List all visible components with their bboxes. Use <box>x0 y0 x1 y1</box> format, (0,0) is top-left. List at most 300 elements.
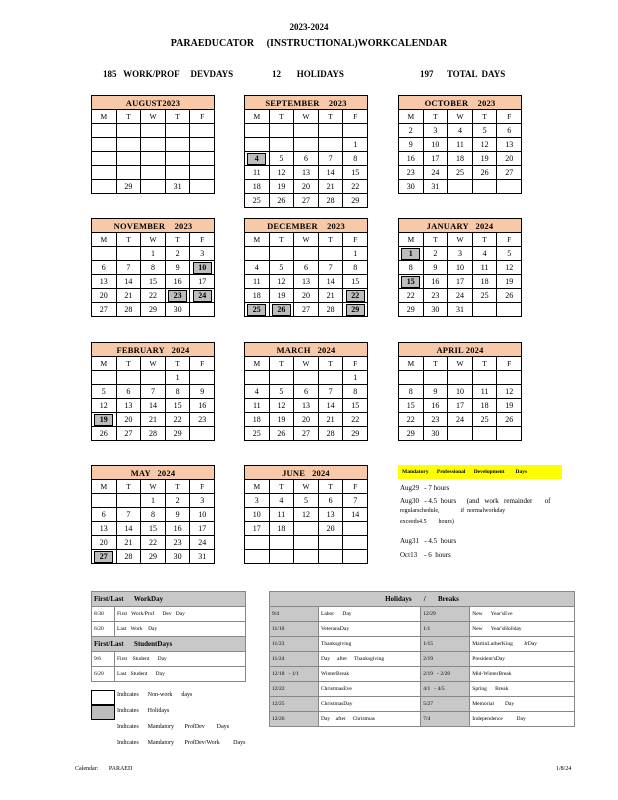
day-cell <box>116 494 141 508</box>
day-cell <box>448 180 473 194</box>
day-cell <box>448 371 473 385</box>
day-cell: 10 <box>245 508 270 522</box>
weekday-header: F <box>190 480 215 494</box>
day-cell: 22 <box>343 413 368 427</box>
day-cell <box>141 371 166 385</box>
day-cell <box>190 124 215 138</box>
weekday-header: T <box>165 480 190 494</box>
holiday-day-marker: 26 <box>272 304 291 316</box>
day-cell <box>141 166 166 180</box>
holiday-date: 12/26 <box>270 712 319 727</box>
day-cell <box>294 550 319 564</box>
day-cell <box>141 180 166 194</box>
holiday-date: 12/29 <box>421 607 470 622</box>
day-cell: 5 <box>92 385 117 399</box>
day-cell: 4 <box>448 124 473 138</box>
day-cell <box>92 494 117 508</box>
day-cell: 20 <box>318 522 343 536</box>
day-cell: 14 <box>141 399 166 413</box>
day-cell <box>472 180 497 194</box>
day-cell <box>399 275 424 289</box>
first-last-table <box>91 591 246 682</box>
day-cell <box>497 371 522 385</box>
day-cell: 11 <box>472 261 497 275</box>
month-calendar <box>91 465 215 564</box>
day-cell: 25 <box>448 166 473 180</box>
day-cell: 7 <box>343 494 368 508</box>
holiday-day-marker: 25 <box>247 304 266 316</box>
weekday-header: F <box>190 357 215 371</box>
weekday-header: W <box>448 110 473 124</box>
pd-line: Aug29 - 7 hours <box>400 484 450 492</box>
day-cell: 1 <box>165 371 190 385</box>
day-cell: 21 <box>318 413 343 427</box>
day-cell: 14 <box>343 508 368 522</box>
day-cell: 31 <box>423 180 448 194</box>
day-cell: 24 <box>448 289 473 303</box>
day-cell: 28 <box>318 303 343 317</box>
day-cell: 26 <box>472 166 497 180</box>
day-cell: 13 <box>92 275 117 289</box>
day-cell: 13 <box>294 275 319 289</box>
weekday-header: T <box>318 357 343 371</box>
day-cell: 27 <box>294 427 319 441</box>
holiday-date: 2/19 <box>421 652 470 667</box>
day-cell <box>190 138 215 152</box>
month-calendar <box>244 218 368 317</box>
weekday-header: T <box>116 357 141 371</box>
day-cell: 30 <box>423 427 448 441</box>
day-cell: 8 <box>343 261 368 275</box>
day-cell <box>472 303 497 317</box>
day-cell <box>245 550 270 564</box>
day-cell: 9 <box>399 138 424 152</box>
day-cell: 25 <box>245 194 270 208</box>
holiday-date: 7/4 <box>421 712 470 727</box>
weekday-header: T <box>423 110 448 124</box>
day-cell: 17 <box>448 399 473 413</box>
day-cell: 4 <box>269 494 294 508</box>
holiday-date: 11/24 <box>270 652 319 667</box>
weekday-header: M <box>92 357 117 371</box>
day-cell: 11 <box>245 166 270 180</box>
day-cell: 8 <box>399 385 424 399</box>
holiday-name: VeteransDay <box>319 622 421 637</box>
day-cell: 10 <box>190 508 215 522</box>
legend-label: Indicates Mandatory ProfDev/Work Days <box>117 740 246 746</box>
day-cell <box>269 138 294 152</box>
day-cell <box>269 536 294 550</box>
weekday-header: F <box>190 233 215 247</box>
day-cell: 15 <box>343 275 368 289</box>
pd-line: Aug30 - 4.5 hours (and work remainder of <box>400 497 551 505</box>
weekday-header: W <box>141 357 166 371</box>
day-cell: 29 <box>343 194 368 208</box>
holiday-date: 2/19 - 2/20 <box>421 667 470 682</box>
holidays-table <box>269 591 575 727</box>
day-cell: 20 <box>497 152 522 166</box>
day-cell: 17 <box>423 152 448 166</box>
weekday-header: M <box>245 357 270 371</box>
date-cell: 6/20 <box>92 622 115 637</box>
day-cell <box>165 289 190 303</box>
day-cell <box>423 371 448 385</box>
day-cell: 22 <box>141 289 166 303</box>
day-cell: 19 <box>269 289 294 303</box>
day-cell <box>318 138 343 152</box>
day-cell: 27 <box>294 303 319 317</box>
weekday-header: T <box>116 110 141 124</box>
pd-line: regularschedule, if normalworkday <box>400 508 506 514</box>
day-cell: 5 <box>269 261 294 275</box>
day-cell: 3 <box>245 494 270 508</box>
weekday-header: W <box>294 357 319 371</box>
date-cell: 6/20 <box>92 667 115 682</box>
month-title: JUNE 2024 <box>245 466 368 480</box>
holiday-name: New Year'sEve <box>470 607 575 622</box>
day-cell <box>399 371 424 385</box>
month-calendar <box>244 342 368 441</box>
day-cell <box>92 371 117 385</box>
day-cell: 22 <box>399 289 424 303</box>
weekday-header: F <box>497 233 522 247</box>
day-cell <box>343 124 368 138</box>
day-cell: 22 <box>141 536 166 550</box>
day-cell: 21 <box>141 413 166 427</box>
weekday-header: T <box>472 233 497 247</box>
day-cell: 21 <box>116 289 141 303</box>
day-cell <box>343 536 368 550</box>
day-cell <box>92 413 117 427</box>
day-cell: 25 <box>472 413 497 427</box>
day-cell: 30 <box>165 303 190 317</box>
day-cell: 12 <box>269 166 294 180</box>
day-cell <box>165 124 190 138</box>
day-cell: 18 <box>448 152 473 166</box>
day-cell: 19 <box>269 180 294 194</box>
day-cell <box>294 371 319 385</box>
day-cell: 13 <box>92 522 117 536</box>
weekday-header: F <box>190 110 215 124</box>
holiday-date: 11/10 <box>270 622 319 637</box>
day-cell: 30 <box>399 180 424 194</box>
day-cell: 15 <box>141 275 166 289</box>
weekday-header: W <box>294 233 319 247</box>
weekday-header: W <box>141 480 166 494</box>
holiday-name: Memorial Day <box>470 697 575 712</box>
day-cell <box>343 303 368 317</box>
day-cell: 13 <box>116 399 141 413</box>
weekday-header: T <box>472 110 497 124</box>
weekday-header: M <box>245 233 270 247</box>
day-cell <box>343 550 368 564</box>
holiday-date: 12/25 <box>270 697 319 712</box>
day-cell: 18 <box>269 522 294 536</box>
day-cell: 27 <box>92 303 117 317</box>
day-cell <box>92 247 117 261</box>
day-cell: 11 <box>245 399 270 413</box>
date-cell: 8/30 <box>92 607 115 622</box>
weekday-header: W <box>448 357 473 371</box>
day-cell: 9 <box>165 508 190 522</box>
day-cell: 28 <box>318 194 343 208</box>
weekday-header: T <box>318 233 343 247</box>
day-cell: 10 <box>448 385 473 399</box>
day-cell: 8 <box>343 385 368 399</box>
day-cell <box>141 152 166 166</box>
day-cell: 16 <box>423 275 448 289</box>
day-cell: 12 <box>269 275 294 289</box>
day-cell <box>497 427 522 441</box>
legend-label: Indicates Holidays <box>117 708 170 714</box>
day-cell: 20 <box>116 413 141 427</box>
day-cell: 31 <box>165 180 190 194</box>
day-cell: 4 <box>245 261 270 275</box>
holiday-date: 9/4 <box>270 607 319 622</box>
pd-line: exceeds4.5 hours) <box>400 519 454 525</box>
day-cell: 7 <box>318 385 343 399</box>
holiday-day-marker: 15 <box>401 276 420 288</box>
day-cell <box>318 536 343 550</box>
day-cell: 6 <box>92 261 117 275</box>
day-cell: 31 <box>190 550 215 564</box>
label-cell: Last Work Day <box>115 622 246 637</box>
holiday-name: New Year'sHoliday <box>470 622 575 637</box>
day-cell: 26 <box>497 289 522 303</box>
weekday-header: F <box>343 110 368 124</box>
day-cell: 18 <box>472 399 497 413</box>
holiday-day-marker: 27 <box>94 551 113 563</box>
day-cell: 15 <box>343 399 368 413</box>
pd-line: Oct13 - 6 hours <box>400 551 451 559</box>
day-cell: 1 <box>141 247 166 261</box>
day-cell <box>245 124 270 138</box>
day-cell <box>269 371 294 385</box>
day-cell: 1 <box>141 494 166 508</box>
day-cell <box>318 371 343 385</box>
day-cell: 18 <box>245 180 270 194</box>
day-cell <box>318 550 343 564</box>
weekday-header: W <box>294 110 319 124</box>
holiday-day-marker: 24 <box>193 290 212 302</box>
month-calendar <box>398 342 522 441</box>
day-cell: 23 <box>423 289 448 303</box>
day-cell: 17 <box>190 275 215 289</box>
day-cell: 12 <box>497 385 522 399</box>
day-cell: 17 <box>190 522 215 536</box>
day-cell <box>245 303 270 317</box>
holiday-date: 4/1 - 4/5 <box>421 682 470 697</box>
day-cell: 15 <box>343 166 368 180</box>
day-cell <box>294 522 319 536</box>
day-cell <box>92 152 117 166</box>
day-cell <box>165 138 190 152</box>
holidays-stat: 12 HOLIDAYS <box>272 69 344 79</box>
day-cell: 2 <box>423 247 448 261</box>
day-cell <box>245 536 270 550</box>
weekday-header: M <box>92 233 117 247</box>
day-cell: 20 <box>294 413 319 427</box>
month-title: MAY 2024 <box>92 466 215 480</box>
day-cell: 13 <box>294 399 319 413</box>
holiday-name: MartinLutherKing JrDay <box>470 637 575 652</box>
day-cell: 21 <box>318 289 343 303</box>
day-cell: 17 <box>448 275 473 289</box>
day-cell: 24 <box>423 166 448 180</box>
month-title: MARCH 2024 <box>245 343 368 357</box>
weekday-header: T <box>318 480 343 494</box>
day-cell: 12 <box>92 399 117 413</box>
day-cell: 19 <box>497 399 522 413</box>
day-cell <box>472 371 497 385</box>
day-cell: 3 <box>190 494 215 508</box>
day-cell <box>92 124 117 138</box>
day-cell <box>92 180 117 194</box>
weekday-header: T <box>269 357 294 371</box>
day-cell <box>190 180 215 194</box>
day-cell: 28 <box>116 550 141 564</box>
month-title: SEPTEMBER 2023 <box>245 96 368 110</box>
holiday-name: ChristmasDay <box>319 697 421 712</box>
weekday-header: T <box>269 233 294 247</box>
weekday-header: T <box>116 480 141 494</box>
holiday-name: WinterBreak <box>319 667 421 682</box>
day-cell: 6 <box>294 261 319 275</box>
weekday-header: M <box>92 480 117 494</box>
holiday-name: Independence Day <box>470 712 575 727</box>
day-cell: 5 <box>472 124 497 138</box>
day-cell: 7 <box>141 385 166 399</box>
holiday-day-marker: 10 <box>193 262 212 274</box>
weekday-header: T <box>269 110 294 124</box>
holiday-date: 12/22 <box>270 682 319 697</box>
day-cell <box>165 152 190 166</box>
holiday-name: Day after Christmas <box>319 712 421 727</box>
day-cell: 27 <box>294 194 319 208</box>
page-title: PARAEDUCATOR (INSTRUCTIONAL)WORKCALENDAR <box>170 38 448 49</box>
holiday-name: Day after Thanksgiving <box>319 652 421 667</box>
day-cell: 16 <box>165 522 190 536</box>
label-cell: First Student Day <box>115 652 246 667</box>
day-cell: 22 <box>165 413 190 427</box>
day-cell <box>190 289 215 303</box>
holiday-date: 12/18 - 1/1 <box>270 667 319 682</box>
day-cell <box>318 124 343 138</box>
holidays-title: Holidays / Breaks <box>270 592 575 607</box>
day-cell: 13 <box>318 508 343 522</box>
day-cell: 18 <box>245 413 270 427</box>
day-cell <box>294 247 319 261</box>
day-cell <box>190 152 215 166</box>
day-cell: 13 <box>497 138 522 152</box>
holiday-name: Spring Break <box>470 682 575 697</box>
day-cell: 20 <box>92 536 117 550</box>
weekday-header: F <box>497 357 522 371</box>
day-cell <box>318 247 343 261</box>
day-cell <box>165 166 190 180</box>
day-cell <box>92 166 117 180</box>
weekday-header: T <box>423 357 448 371</box>
weekday-header: W <box>141 110 166 124</box>
day-cell: 18 <box>472 275 497 289</box>
day-cell: 23 <box>423 413 448 427</box>
day-cell: 27 <box>497 166 522 180</box>
day-cell <box>116 138 141 152</box>
day-cell <box>269 247 294 261</box>
day-cell: 6 <box>294 152 319 166</box>
day-cell: 8 <box>141 508 166 522</box>
day-cell: 23 <box>399 166 424 180</box>
holiday-date: 1/15 <box>421 637 470 652</box>
weekday-header: T <box>472 357 497 371</box>
day-cell <box>141 138 166 152</box>
day-cell: 2 <box>165 494 190 508</box>
day-cell <box>269 303 294 317</box>
day-cell: 12 <box>472 138 497 152</box>
legend-holiday-swatch <box>91 705 115 720</box>
weekday-header: M <box>399 357 424 371</box>
day-cell: 7 <box>318 152 343 166</box>
day-cell: 28 <box>141 427 166 441</box>
weekday-header: M <box>399 110 424 124</box>
weekday-header: M <box>245 110 270 124</box>
day-cell: 23 <box>165 536 190 550</box>
day-cell: 14 <box>116 275 141 289</box>
holiday-day-marker: 4 <box>247 153 266 165</box>
year-title: 2023-2024 <box>289 22 329 32</box>
holiday-name: ChristmasEve <box>319 682 421 697</box>
month-title: AUGUST2023 <box>92 96 215 110</box>
day-cell: 6 <box>294 385 319 399</box>
day-cell: 13 <box>294 166 319 180</box>
day-cell: 8 <box>399 261 424 275</box>
month-title: OCTOBER 2023 <box>399 96 522 110</box>
day-cell: 29 <box>141 550 166 564</box>
day-cell: 26 <box>92 427 117 441</box>
day-cell <box>116 152 141 166</box>
day-cell: 29 <box>141 303 166 317</box>
day-cell <box>141 124 166 138</box>
day-cell: 1 <box>343 247 368 261</box>
day-cell: 20 <box>294 289 319 303</box>
day-cell: 16 <box>190 399 215 413</box>
first-last-workday-title: First/Last WorkDay <box>92 592 246 607</box>
day-cell: 7 <box>116 508 141 522</box>
mandatory-pd-title: Mandatory Professional Development Days <box>402 469 528 475</box>
day-cell: 14 <box>318 166 343 180</box>
day-cell: 19 <box>497 275 522 289</box>
day-cell: 29 <box>165 427 190 441</box>
day-cell: 10 <box>423 138 448 152</box>
day-cell: 11 <box>448 138 473 152</box>
label-cell: First Work/Prof Dev Day <box>115 607 246 622</box>
day-cell: 6 <box>497 124 522 138</box>
day-cell: 14 <box>318 399 343 413</box>
day-cell <box>245 152 270 166</box>
day-cell <box>472 427 497 441</box>
weekday-header: T <box>165 110 190 124</box>
day-cell: 19 <box>472 152 497 166</box>
day-cell: 9 <box>423 261 448 275</box>
holiday-date: 5/27 <box>421 697 470 712</box>
month-calendar <box>91 342 215 441</box>
date-cell: 9/6 <box>92 652 115 667</box>
day-cell: 31 <box>448 303 473 317</box>
total-days-stat: 197 TOTAL DAYS <box>420 69 506 79</box>
pd-line: Aug31 - 4.5 hours <box>400 537 457 545</box>
day-cell: 6 <box>318 494 343 508</box>
day-cell <box>116 247 141 261</box>
